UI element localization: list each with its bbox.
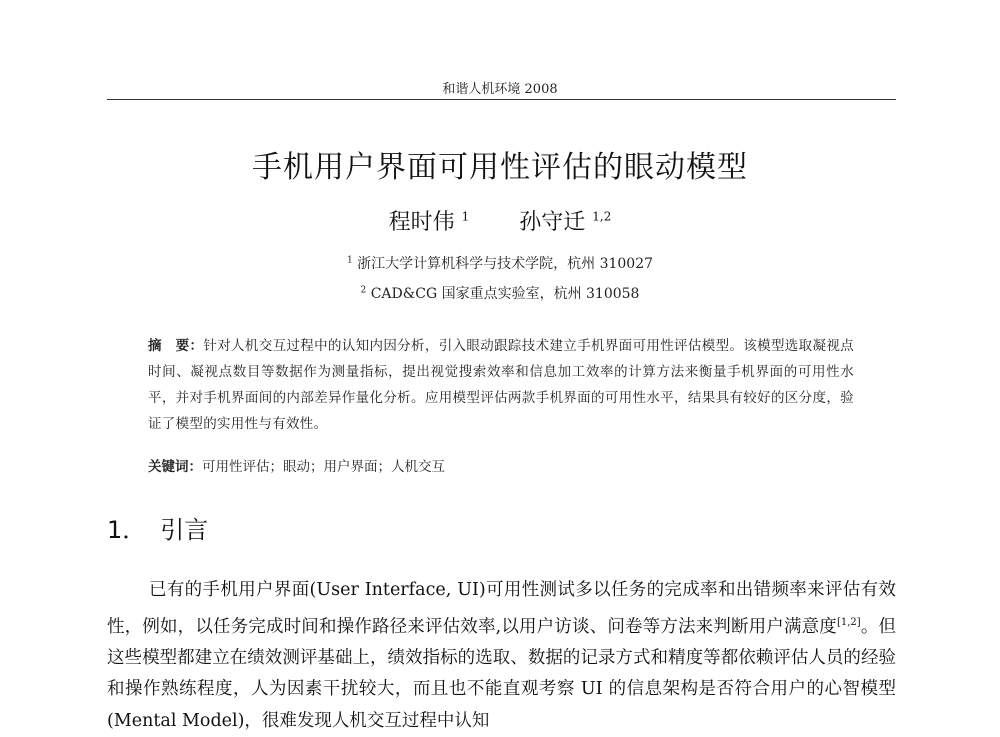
abstract-label: 摘 要： (148, 338, 204, 354)
affiliation-mark: 1 (346, 255, 353, 266)
body-paragraph (107, 575, 896, 737)
paragraph-text: 。但这些模型都建立在绩效测评基础上，绩效指标的选取、数据的记录方式和精度等都依赖评估人员的经验和操作熟练程度，人为因素干扰较大，而且也不能直观考察 UI 的信息架构是否符合用户的心智模型(Mental Model)，很难发现人机交互过程中认知 (107, 616, 896, 731)
section-title: 引言 (160, 516, 209, 544)
author-name: 孙守迁 (519, 210, 586, 235)
affiliation-1 (0, 253, 1000, 273)
paragraph-text: 已有的手机用户界面(User Interface, UI)可用性测试多以任务的完成率和出错频率来评估有效性，例如，以任务完成时间和操作路径来评估效率,以用户访谈、问卷等方法来判断用户满意度 (107, 580, 896, 637)
affiliation-mark: 2 (360, 285, 367, 296)
keywords-label: 关键词： (148, 459, 202, 475)
citation: [1,2] (836, 616, 861, 628)
header-rule (107, 99, 896, 100)
section-number: 1． (107, 516, 147, 544)
keywords (148, 455, 854, 475)
author-affiliation-mark: 1 (461, 209, 470, 224)
affiliation-2 (0, 283, 1000, 303)
author-affiliation-mark: 1,2 (592, 209, 612, 224)
author-line (0, 205, 1000, 236)
abstract (148, 333, 854, 437)
keywords-text: 可用性评估；眼动；用户界面；人机交互 (202, 459, 445, 475)
running-header: 和谐人机环境 2008 (442, 82, 558, 97)
affiliation-text: 浙江大学计算机科学与技术学院，杭州 310027 (357, 256, 654, 272)
section-heading (107, 510, 208, 545)
affiliation-text: CAD&CG 国家重点实验室，杭州 310058 (370, 286, 640, 302)
paper-title: 手机用户界面可用性评估的眼动模型 (252, 150, 748, 185)
abstract-text: 针对人机交互过程中的认知内因分析，引入眼动跟踪技术建立手机界面可用性评估模型。该模型选取凝视点时间、凝视点数目等数据作为测量指标，提出视觉搜索效率和信息加工效率的计算方法来衡量手机界面的可用性水平，并对手机界面间的内部差异作量化分析。应用模型评估两款手机界面的可用性水平，结果具有较好的区分度，验证了模型的实用性与有效性。 (148, 338, 854, 432)
author-name: 程时伟 (388, 210, 455, 235)
